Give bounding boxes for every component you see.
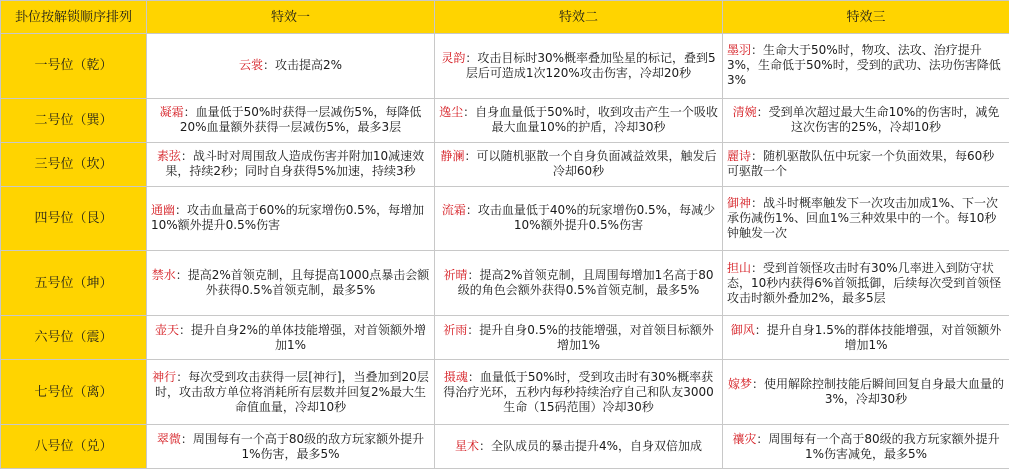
effect-cell xyxy=(147,425,435,469)
effect-cell xyxy=(723,186,1009,251)
effect-desc: ：提高2%首领克制，且周围每增加1名高于80级的角色会额外获得0.5%首领克制，最多5% xyxy=(457,268,714,298)
table-row xyxy=(1,360,1009,425)
effect-desc: ：受到首领怪攻击时有30%几率进入到防守状态，10秒内获得6%首领抵御，后续每次受到首领怪攻击时额外叠加2%，最多5层 xyxy=(727,260,1002,305)
table-row xyxy=(1,251,1009,316)
effect-desc: ：提升自身1.5%的群体技能增强，对首领额外增加1% xyxy=(754,322,1002,352)
effect-cell xyxy=(147,316,435,360)
effect-name: 清婉 xyxy=(732,105,757,120)
effect-desc: ：受到单次超过最大生命10%的伤害时，减免这次伤害的25%，冷却10秒 xyxy=(756,105,1000,135)
header-row xyxy=(1,1,1009,34)
effect-cell xyxy=(147,360,435,425)
effect-name: 灵韵 xyxy=(441,50,466,65)
effect-desc: ：战斗时概率触发下一次攻击加成1%、下一次承伤减伤1%、回血1%三种效果中的一个。每10秒钟触发一次 xyxy=(727,195,999,240)
effect-cell xyxy=(435,316,723,360)
effect-desc: ：每次受到攻击获得一层[神行]，当叠加到20层时，攻击敌方单位将消耗所有层数并回复2%最大生命值血量，冷却10秒 xyxy=(154,369,429,414)
effect-cell xyxy=(435,251,723,316)
effect-desc: ：提高2%首领克制，且每提高1000点暴击会额外获得0.5%首领克制，最多5% xyxy=(175,268,430,298)
header-effect-1: 特效一 xyxy=(147,1,435,34)
effect-name: 壶天 xyxy=(154,322,179,337)
effect-name: 凝霜 xyxy=(159,105,184,120)
header-effect-2: 特效二 xyxy=(435,1,723,34)
table-row xyxy=(1,98,1009,142)
effect-name: 嫁梦 xyxy=(727,377,752,392)
position-cell: 五号位（坤） xyxy=(1,251,147,316)
position-cell: 八号位（兑） xyxy=(1,425,147,469)
effect-name: 担山 xyxy=(727,260,752,275)
effect-desc: ：攻击血量高于60%的玩家增伤0.5%，每增加10%额外提升0.5%伤害 xyxy=(151,203,425,233)
position-cell: 二号位（巽） xyxy=(1,98,147,142)
effect-cell xyxy=(147,34,435,99)
effect-desc: ：生命大于50%时，物攻、法攻、治疗提升3%，生命低于50%时，受到的武功、法功伤害降低3% xyxy=(727,43,1001,88)
effect-desc: ：攻击提高2% xyxy=(262,58,343,73)
effect-name: 神行 xyxy=(152,369,177,384)
effect-name: 禁水 xyxy=(151,268,176,283)
position-cell: 四号位（艮） xyxy=(1,186,147,251)
effect-desc: ：战斗时对周围敌人造成伤害并附加10减速效果，持续2秒；同时自身获得5%加速，持续3秒 xyxy=(165,149,425,179)
effect-desc: ：攻击血量低于40%的玩家增伤0.5%，每减少10%额外提升0.5%伤害 xyxy=(465,203,716,233)
effect-desc: ：提升自身0.5%的技能增强，对首领目标额外增加1% xyxy=(467,322,714,352)
effect-name: 云裳 xyxy=(238,58,263,73)
header-effect-3: 特效三 xyxy=(723,1,1009,34)
effect-cell xyxy=(435,34,723,99)
effect-name: 翠微 xyxy=(156,431,181,446)
effect-name: 祈晴 xyxy=(443,268,468,283)
effect-desc: ：自身血量低于50%时，收到攻击产生一个吸收最大血量10%的护盾，冷却30秒 xyxy=(463,105,718,135)
effect-name: 祈雨 xyxy=(443,322,468,337)
effect-cell xyxy=(147,186,435,251)
effect-cell xyxy=(435,186,723,251)
effect-cell xyxy=(723,251,1009,316)
effect-name: 逸尘 xyxy=(439,105,464,120)
effect-desc: ：周围每有一个高于80级的我方玩家额外提升1%伤害减免，最多5% xyxy=(756,431,1000,461)
effect-name: 禳灾 xyxy=(732,431,757,446)
table-row xyxy=(1,316,1009,360)
effect-desc: ：血量低于50%时获得一层减伤5%，每降低20%血量额外获得一层减伤5%，最多3层 xyxy=(179,105,422,135)
position-cell: 一号位（乾） xyxy=(1,34,147,99)
table-row xyxy=(1,142,1009,186)
effect-desc: ：全队成员的暴击提升4%，自身双倍加成 xyxy=(478,439,703,454)
effect-cell xyxy=(723,360,1009,425)
effect-cell xyxy=(723,142,1009,186)
effect-name: 通幽 xyxy=(151,203,176,218)
effect-desc: ：使用解除控制技能后瞬间回复自身最大血量的3%，冷却30秒 xyxy=(752,377,1005,407)
effect-cell xyxy=(435,142,723,186)
effect-cell xyxy=(723,98,1009,142)
effect-cell xyxy=(723,34,1009,99)
effect-desc: ：可以随机驱散一个自身负面减益效果，触发后冷却60秒 xyxy=(464,149,717,179)
table-row xyxy=(1,186,1009,251)
effect-cell xyxy=(147,142,435,186)
effect-desc: ：周围每有一个高于80级的敌方玩家额外提升1%伤害，最多5% xyxy=(180,431,425,461)
position-cell: 七号位（离） xyxy=(1,360,147,425)
header-position: 卦位按解锁顺序排列 xyxy=(1,1,147,34)
effect-cell xyxy=(147,251,435,316)
effect-cell xyxy=(147,98,435,142)
effect-name: 流霜 xyxy=(441,203,466,218)
effect-name: 墨羽 xyxy=(727,43,752,58)
effect-cell xyxy=(435,360,723,425)
position-cell: 六号位（震） xyxy=(1,316,147,360)
effect-cell xyxy=(435,425,723,469)
effect-name: 静澜 xyxy=(440,149,465,164)
position-cell: 三号位（坎） xyxy=(1,142,147,186)
effect-desc: ：随机驱散队伍中玩家一个负面效果，每60秒可驱散一个 xyxy=(727,149,995,179)
effect-name: 麗诗 xyxy=(727,149,752,164)
effect-name: 御神 xyxy=(727,195,752,210)
effect-cell xyxy=(723,316,1009,360)
effect-name: 摄魂 xyxy=(443,369,468,384)
effect-desc: ：提升自身2%的单体技能增强，对首领额外增加1% xyxy=(178,322,427,352)
effect-name: 御风 xyxy=(730,322,755,337)
effect-desc: ：攻击目标时30%概率叠加坠星的标记，叠到5层后可造成1次120%攻击伤害，冷却20秒 xyxy=(465,50,716,80)
effect-desc: ：血量低于50%时，受到攻击时有30%概率获得治疗光环，五秒内每秒持续治疗自己和队友3000生命（15码范围）冷却30秒 xyxy=(443,369,714,414)
effect-cell xyxy=(723,425,1009,469)
table-row xyxy=(1,34,1009,99)
effect-cell xyxy=(435,98,723,142)
table-row xyxy=(1,425,1009,469)
effect-name: 素弦 xyxy=(156,149,181,164)
effect-name: 星术 xyxy=(454,439,479,454)
